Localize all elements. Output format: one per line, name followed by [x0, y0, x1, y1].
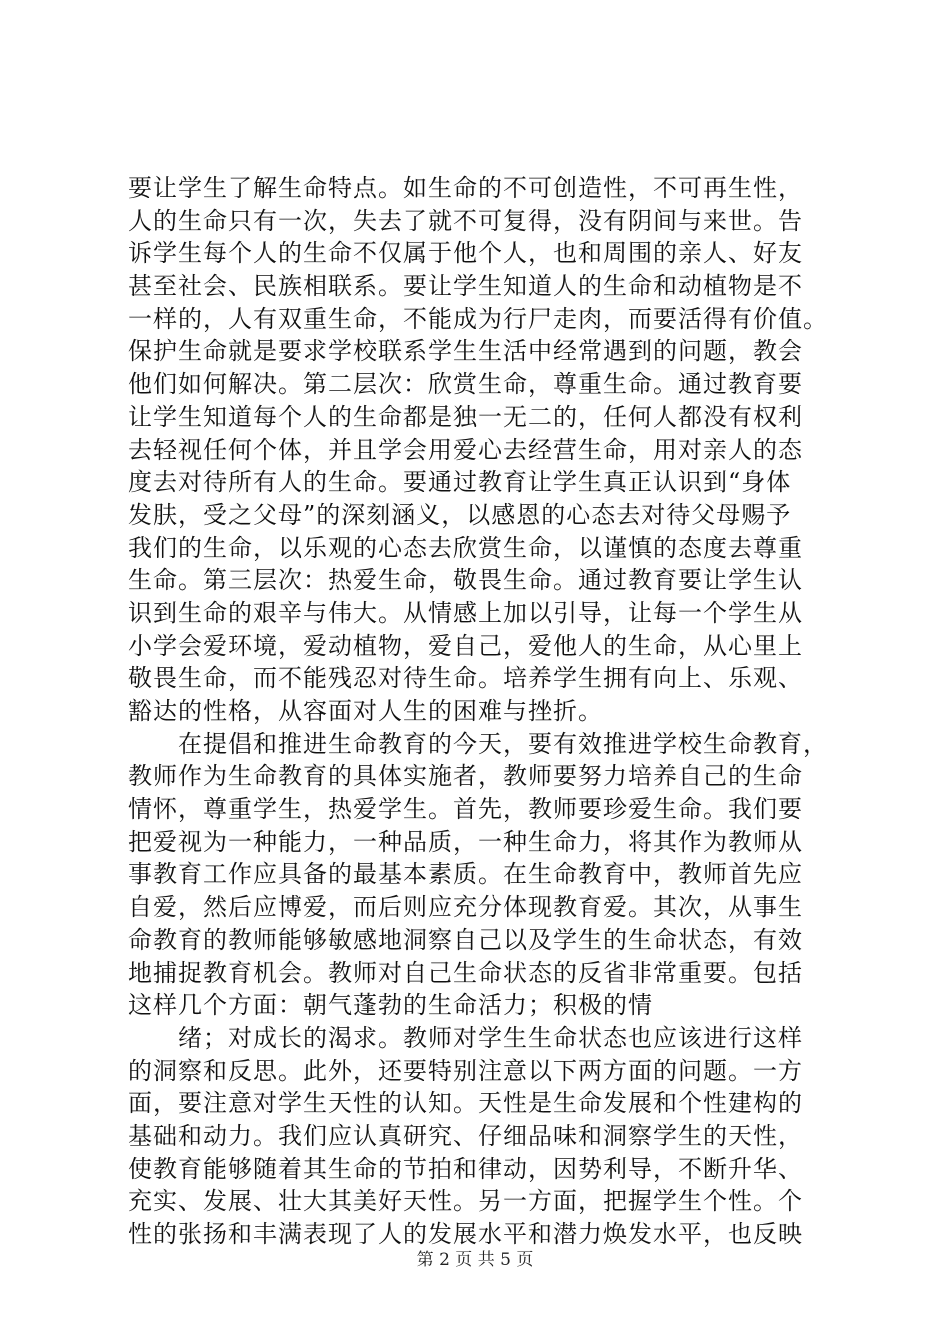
text-line: 发肤，受之父母”的深刻涵义，以感恩的心态去对待父母赐予: [128, 500, 792, 529]
page-footer: 第 2 页 共 5 页: [416, 1250, 534, 1270]
text-line: 情怀，尊重学生，热爱学生。首先，教师要珍爱生命。我们要: [128, 795, 803, 824]
text-line: 的洞察和反思。此外，还要特别注意以下两方面的问题。一方: [128, 1056, 803, 1085]
text-line: 使教育能够随着其生命的节拍和律动，因势利导，不断升华、: [128, 1154, 803, 1183]
text-line: 人的生命只有一次，失去了就不可复得，没有阴间与来世。告: [128, 206, 803, 235]
text-line: 自爱，然后应博爱，而后则应充分体现教育爱。其次，从事生: [128, 893, 803, 922]
text-line: 甚至社会、民族相联系。要让学生知道人的生命和动植物是不: [128, 272, 803, 301]
text-line: 这样几个方面：朝气蓬勃的生命活力；积极的情: [128, 991, 653, 1020]
text-line: 敬畏生命，而不能残忍对待生命。培养学生拥有向上、乐观、: [128, 664, 803, 693]
text-line: 小学会爱环境，爱动植物，爱自己，爱他人的生命，从心里上: [128, 631, 803, 660]
text-line: 让学生知道每个人的生命都是独一无二的，任何人都没有权利: [128, 402, 803, 431]
body-text: [128, 172, 868, 1251]
text-line: 面，要注意对学生天性的认知。天性是生命发展和个性建构的: [128, 1089, 803, 1118]
text-line: 一样的，人有双重生命，不能成为行尸走肉，而要活得有价值。: [128, 304, 828, 333]
text-line: 诉学生每个人的生命不仅属于他个人，也和周围的亲人、好友: [128, 239, 803, 268]
text-line: 生命。第三层次：热爱生命，敬畏生命。通过教育要让学生认: [128, 566, 803, 595]
text-line: 保护生命就是要求学校联系学生生活中经常遇到的问题，教会: [128, 337, 803, 366]
text-line: 去轻视任何个体，并且学会用爱心去经营生命，用对亲人的态: [128, 435, 803, 464]
text-line: 地捕捉教育机会。教师对自己生命状态的反省非常重要。包括: [128, 958, 803, 987]
text-line: 绪；对成长的渴求。教师对学生生命状态也应该进行这样: [128, 1023, 803, 1052]
text-line: 充实、发展、壮大其美好天性。另一方面，把握学生个性。个: [128, 1187, 803, 1216]
text-line: 他们如何解决。第二层次：欣赏生命，尊重生命。通过教育要: [128, 370, 803, 399]
text-line: 度去对待所有人的生命。要通过教育让学生真正认识到“身体: [128, 468, 792, 497]
text-line: 性的张扬和丰满表现了人的发展水平和潜力焕发水平，也反映: [128, 1220, 803, 1248]
text-line: 基础和动力。我们应认真研究、仔细品味和洞察学生的天性，: [128, 1121, 803, 1150]
text-line: 事教育工作应具备的最基本素质。在生命教育中，教师首先应: [128, 860, 803, 889]
text-line: 识到生命的艰辛与伟大。从情感上加以引导，让每一个学生从: [128, 598, 803, 627]
text-line: 命教育的教师能够敏感地洞察自己以及学生的生命状态，有效: [128, 925, 803, 954]
text-line: 在提倡和推进生命教育的今天，要有效推进学校生命教育，: [128, 729, 828, 758]
text-line: 我们的生命，以乐观的心态去欣赏生命，以谨慎的态度去尊重: [128, 533, 803, 562]
text-line: 教师作为生命教育的具体实施者，教师要努力培养自己的生命: [128, 762, 803, 791]
text-line: 把爱视为一种能力，一种品质，一种生命力，将其作为教师从: [128, 827, 803, 856]
text-line: 豁达的性格，从容面对人生的困难与挫折。: [128, 697, 603, 725]
text-line: 要让学生了解生命特点。如生命的不可创造性，不可再生性，: [128, 174, 803, 202]
